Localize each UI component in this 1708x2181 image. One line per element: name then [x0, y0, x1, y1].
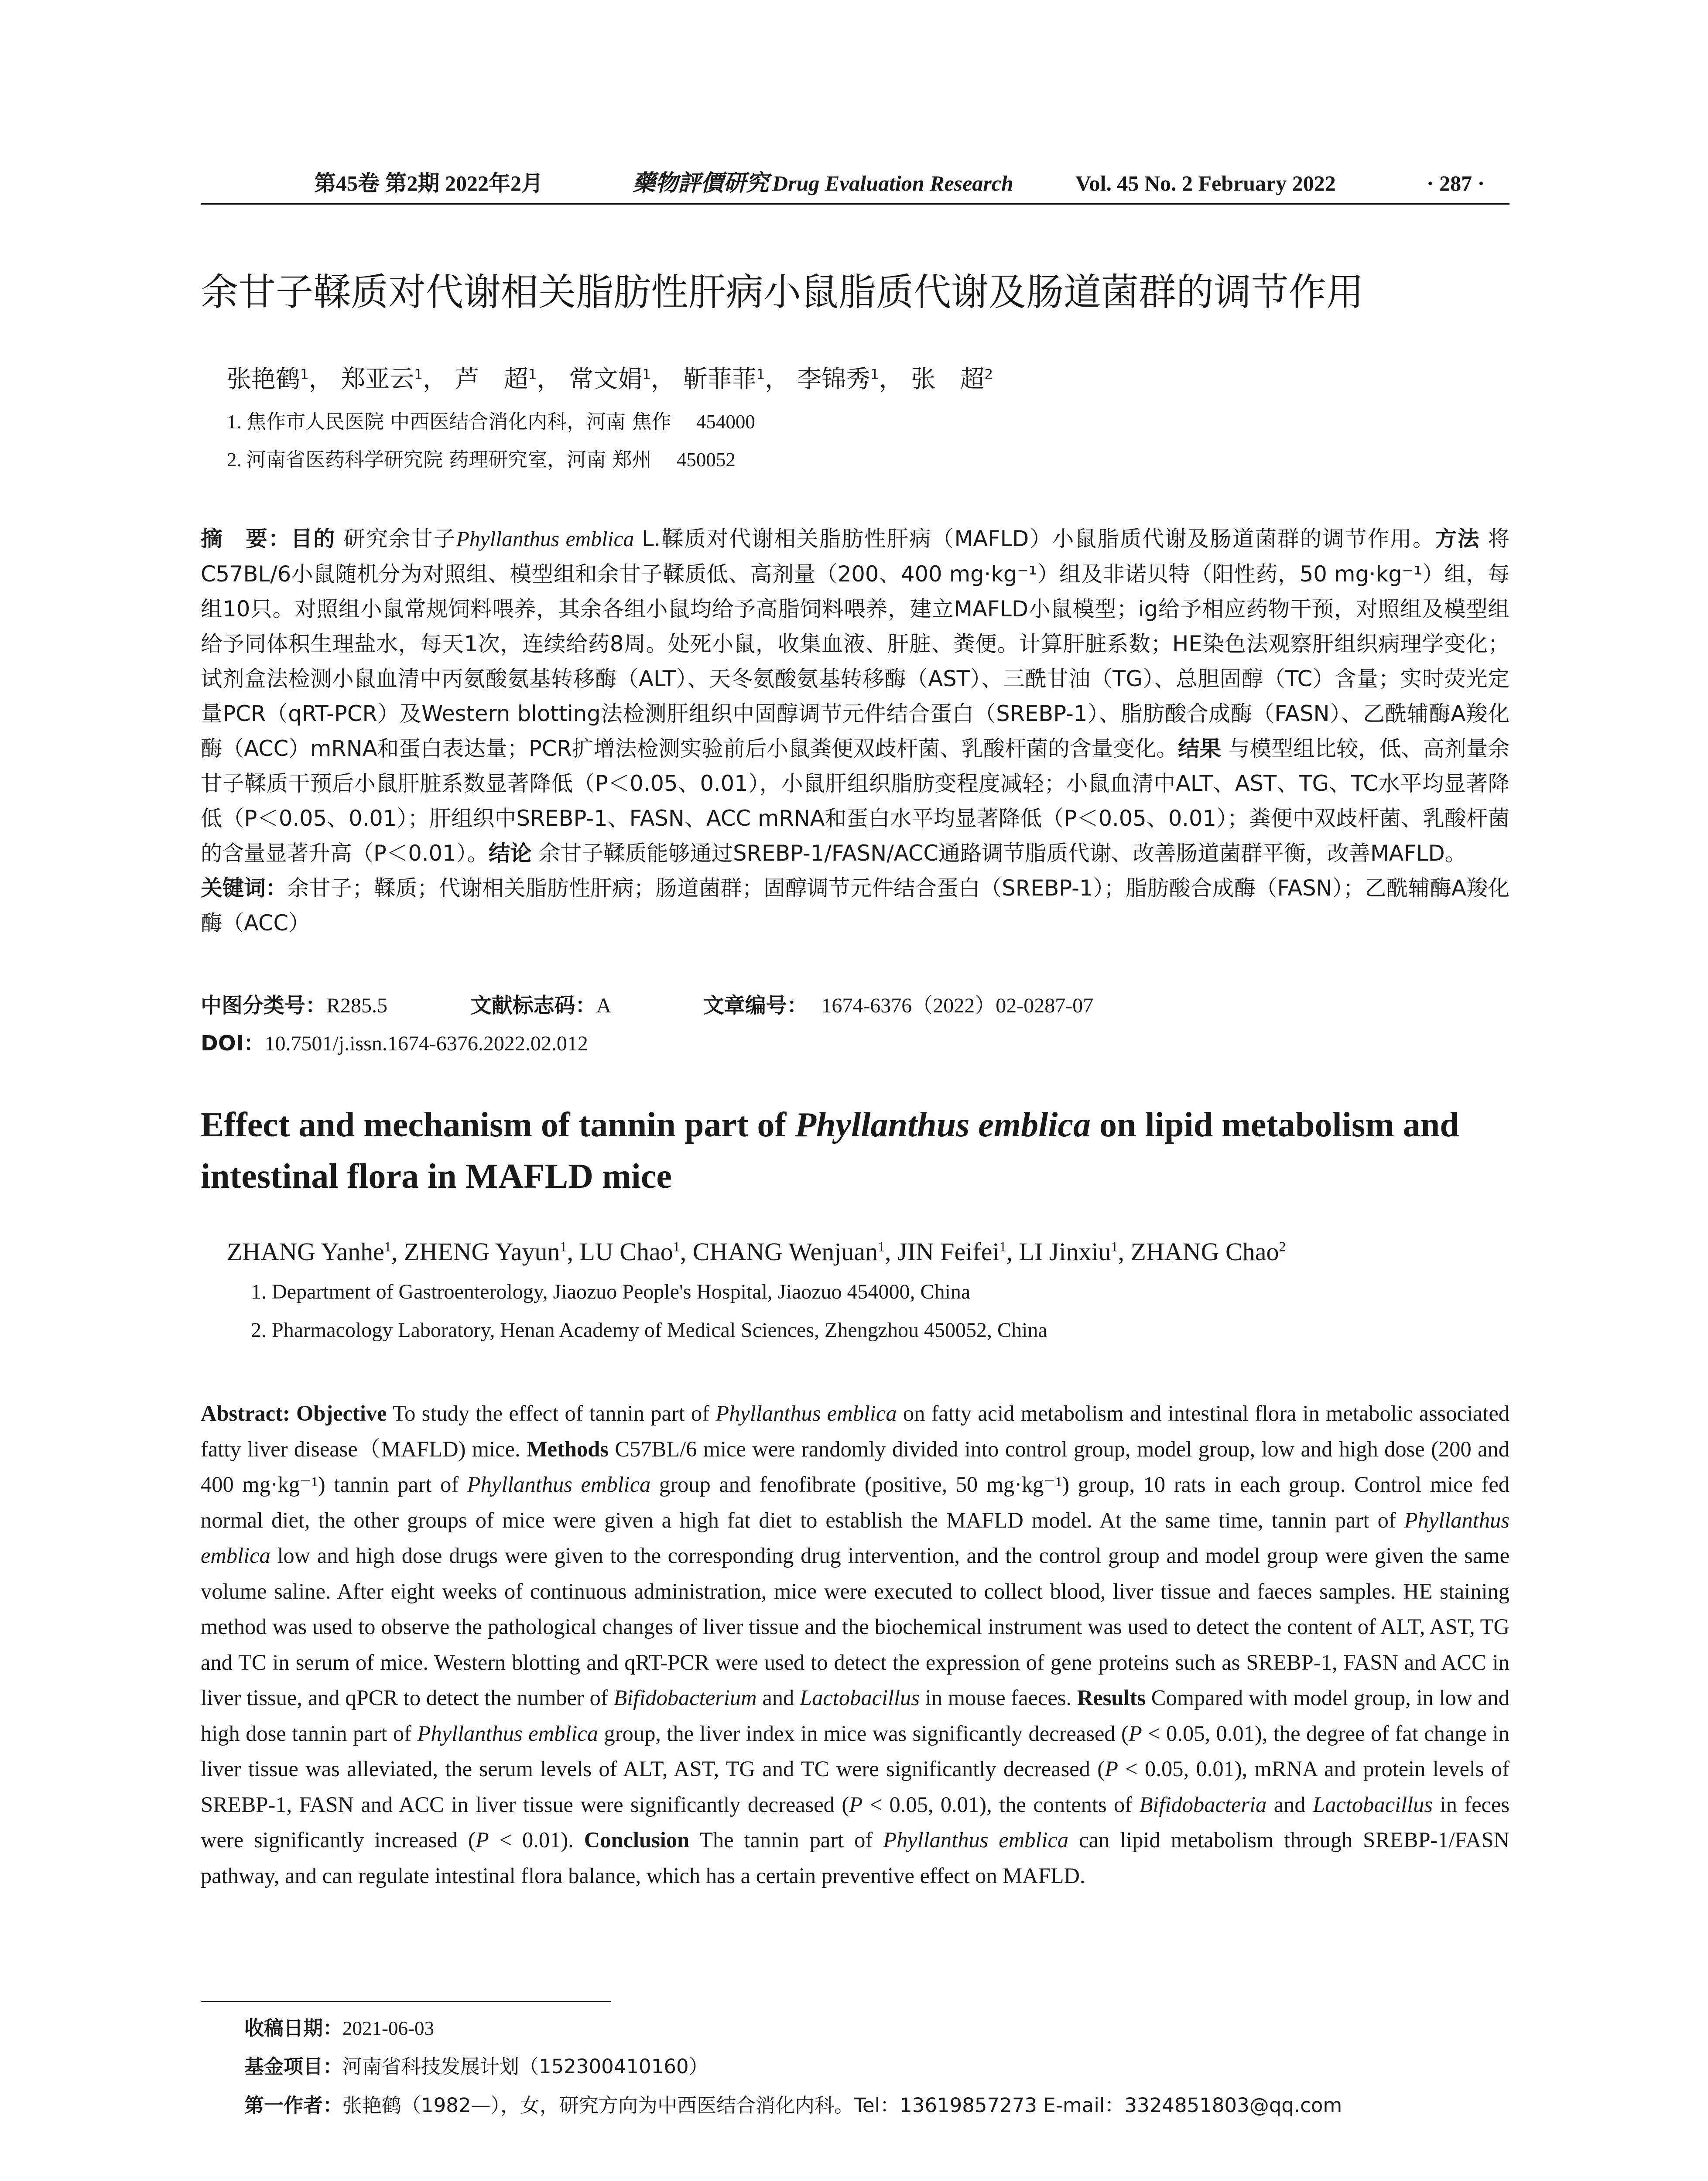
author-aff: 2: [984, 366, 993, 383]
footnote-fund: 基金项目：河南省科技发展计划（152300410160）: [244, 2055, 709, 2078]
methods-label: Methods: [527, 1436, 609, 1461]
journal-name-en: Drug Evaluation Research: [772, 171, 1013, 195]
author-aff: 1: [756, 366, 765, 383]
authors-en: ZHANG Yanhe$^1$, ZHENG Yayun$^1$, LU Chao$^1$, CHANG Wenjuan$^1$, JIN Feifei$^1$, LI Jinxiu$^1$, ZHANG Chao$^2$: [227, 1237, 1286, 1266]
author-aff: 1: [414, 366, 423, 383]
species-name: Phyllanthus emblica: [456, 527, 634, 551]
issue-cn: 第45卷 第2期 2022年2月: [314, 171, 543, 195]
author-aff: 1: [300, 366, 309, 383]
author-aff: 1: [642, 366, 651, 383]
footnote-received: 收稿日期：2021-06-03: [244, 2017, 434, 2040]
header-rule: [201, 203, 1509, 205]
methods-label: 方法: [1435, 526, 1480, 551]
author-cn: 张艳鹤: [227, 365, 300, 393]
keywords-label: 关键词：: [201, 875, 288, 901]
clc-number: R285.5: [326, 994, 388, 1017]
footnote-first-author: 第一作者：张艳鹤（1982—），女，研究方向为中西医结合消化内科。Tel：13619857273 E-mail：3324851803@qq.com: [244, 2094, 1342, 2117]
results-label: Results: [1077, 1685, 1146, 1710]
doi-line: DOI：10.7501/j.issn.1674-6376.2022.02.012: [201, 1031, 588, 1056]
author-aff: 1: [528, 366, 537, 383]
author-cn: 靳菲菲: [683, 365, 756, 393]
abstract-label: 摘 要：: [201, 526, 291, 551]
conclusion-label: 结论: [488, 841, 532, 866]
results-label: 结果: [1178, 736, 1222, 761]
affiliation-en-2: 2. Pharmacology Laboratory, Henan Academy of Medical Sciences, Zhengzhou 450052, China: [251, 1319, 1047, 1342]
species-name: Phyllanthus emblica: [795, 1106, 1091, 1144]
author-aff: 1: [870, 366, 879, 383]
objective-label: Objective: [296, 1401, 387, 1426]
title-en: Effect and mechanism of tannin part of Phyllanthus emblica on lipid metabolism and intestinal flora in MAFLD mice: [201, 1106, 1459, 1196]
journal-logo-cn: 藥物評價研究: [633, 170, 769, 196]
volume-en: Vol. 45 No. 2 February 2022: [1075, 171, 1336, 195]
document-code: A: [596, 994, 612, 1017]
affiliation-cn-1: 1. 焦作市人民医院 中西医结合消化内科，河南 焦作 454000: [227, 410, 755, 433]
running-header: [201, 168, 1509, 198]
objective-label: 目的: [291, 526, 336, 551]
footnote-rule: [201, 2001, 611, 2002]
author-cn: 张 超: [911, 365, 985, 393]
abstract-cn: 摘 要：目的 研究余甘子Phyllanthus emblica L.鞣质对代谢相关脂肪性肝病（MAFLD）小鼠脂质代谢及肠道菌群的调节作用。方法 将C57BL/6小鼠随机分为对照组、模型组和余甘子鞣质低、高剂量（200、400 mg·kg⁻¹）组及非诺贝特（阳性药，50 mg·kg⁻¹）组，每组10只。对照组小鼠常规饲料喂养，其余各组小鼠均给予高脂饲料喂养，建立MAFLD小鼠模型；ig给予相应药物干预，对照组及模型组给予同体积生理盐水，每天1次，连续给药8周。处死小鼠，收集血液、肝脏、粪便。计算肝脏系数；HE染色法观察肝组织病理学变化；试剂盒法检测小鼠血清中丙氨酸氨基转移酶（ALT）、天冬氨酸氨基转移酶（AST）、三酰甘油（TG）、总胆固醇（TC）含量；实时荧光定量PCR（qRT-PCR）及Western blotting法检测肝组织中固醇调节元件结合蛋白（SREBP-1）、脂肪酸合成酶（FASN）、乙酰辅酶A羧化酶（ACC）mRNA和蛋白表达量；PCR扩增法检测实验前后小鼠粪便双歧杆菌、乳酸杆菌的含量变化。结果 与模型组比较，低、高剂量余甘子鞣质干预后小鼠肝脏系数显著降低（P＜0.05、0.01），小鼠肝组织脂肪变程度减轻；小鼠血清中ALT、AST、TG、TC水平均显著降低（P＜0.05、0.01）；肝组织中SREBP-1、FASN、ACC mRNA和蛋白水平均显著降低（P＜0.05、0.01）；粪便中双歧杆菌、乳酸杆菌的含量显著升高（P＜0.01）。结论 余甘子鞣质能够通过SREBP-1/FASN/ACC通路调节脂质代谢、改善肠道菌群平衡，改善MAFLD。 关键词：余甘子；鞣质；代谢相关脂肪性肝病；肠道菌群；固醇调节元件结合蛋白（SREBP-1）；脂肪酸合成酶（FASN）；乙酰辅酶A羧化酶（ACC）: [201, 526, 1510, 936]
author-cn: 李锦秀: [797, 365, 871, 393]
affiliation-cn-2: 2. 河南省医药科学研究院 药理研究室，河南 郑州 450052: [227, 448, 736, 471]
keywords-cn: 余甘子；鞣质；代谢相关脂肪性肝病；肠道菌群；固醇调节元件结合蛋白（SREBP-1）；脂肪酸合成酶（FASN）；乙酰辅酶A羧化酶（ACC）: [201, 875, 1509, 936]
authors-cn: 张艳鹤$^1$， 郑亚云$^1$， 芦 超$^1$， 常文娟$^1$， 靳菲菲$^1$， 李锦秀$^1$， 张 超$^2$: [227, 365, 993, 393]
doi-value: 10.7501/j.issn.1674-6376.2022.02.012: [264, 1032, 588, 1055]
affiliation-en-1: 1. Department of Gastroenterology, Jiaozuo People's Hospital, Jiaozuo 454000, China: [251, 1280, 971, 1303]
abstract-label: Abstract:: [201, 1401, 290, 1426]
author-cn: 郑亚云: [341, 365, 414, 393]
abstract-en: Abstract: Objective To study the effect of tannin part of Phyllanthus emblica on fatty acid metabolism and intestinal flora in metabolic associated fatty liver disease（MAFLD) mice. Methods C57BL/6 mice were randomly divided into control group, model group, low and high dose (200 and 400 mg·kg⁻¹) tannin part of Phyllanthus emblica group and fenofibrate (positive, 50 mg·kg⁻¹) group, 10 rats in each group. Control mice fed normal diet, the other groups of mice were given a high fat diet to establish the MAFLD model. At the same time, tannin part of Phyllanthus emblica low and high dose drugs were given to the corresponding drug intervention, and the control group and model group were given the same volume saline. After eight weeks of continuous administration, mice were executed to collect blood, liver tissue and faeces samples. HE staining method was used to observe the pathological changes of liver tissue and the biochemical instrument was used to detect the content of ALT, AST, TG and TC in serum of mice. Western blotting and qRT-PCR were used to detect the expression of gene proteins such as SREBP-1, FASN and ACC in liver tissue, and qPCR to detect the number of Bifidobacterium and Lactobacillus in mouse faeces. Results Compared with model group, in low and high dose tannin part of Phyllanthus emblica group, the liver index in mice was significantly decreased (P < 0.05, 0.01), the degree of fat change in liver tissue was alleviated, the serum levels of ALT, AST, TG and TC were significantly decreased (P < 0.05, 0.01), mRNA and protein levels of SREBP-1, FASN and ACC in liver tissue were significantly decreased (P < 0.05, 0.01), the contents of Bifidobacteria and Lactobacillus in feces were significantly increased (P < 0.01). Conclusion The tannin part of Phyllanthus emblica can lipid metabolism through SREBP-1/FASN pathway, and can regulate intestinal flora balance, which has a certain preventive effect on MAFLD.: [201, 1401, 1510, 1888]
page-number: · 287 ·: [1427, 171, 1485, 195]
conclusion-label: Conclusion: [584, 1828, 690, 1852]
classification-line: 中图分类号：R285.5 文献标志码：A 文章编号： 1674-6376（2022）02-0287-07: [201, 993, 1094, 1018]
author-cn: 常文娟: [569, 365, 643, 393]
author-cn: 芦 超: [455, 365, 528, 393]
title-cn: 余甘子鞣质对代谢相关脂肪性肝病小鼠脂质代谢及肠道菌群的调节作用: [201, 270, 1364, 314]
article-number: 1674-6376（2022）02-0287-07: [821, 994, 1094, 1017]
